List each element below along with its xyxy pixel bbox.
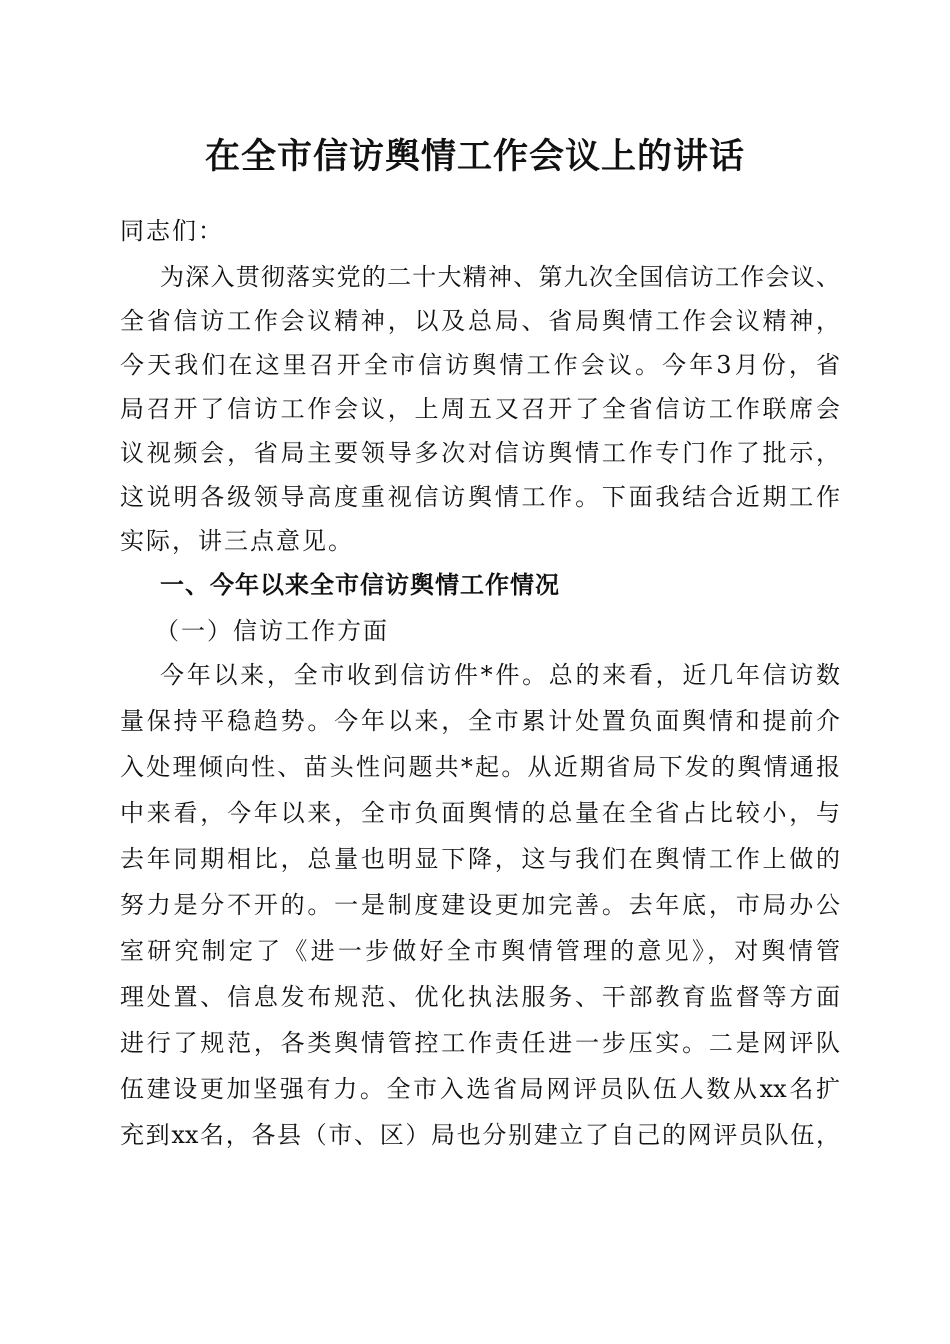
body-line: 进行了规范，各类舆情管控工作责任进一步压实。二是网评队 [120,1029,840,1057]
intro-line: 实际，讲三点意见。 [120,527,354,555]
intro-line: 今天我们在这里召开全市信访舆情工作会议。今年3月份，省 [120,351,840,379]
body-line: 量保持平稳趋势。今年以来，全市累计处置负面舆情和提前介 [120,707,840,735]
intro-line: 局召开了信访工作会议，上周五又召开了全省信访工作联席会 [120,395,840,423]
document-title: 在全市信访舆情工作会议上的讲话 [204,136,745,177]
body-line: 室研究制定了《进一步做好全市舆情管理的意见》，对舆情管 [120,937,840,965]
subsection-heading: （一）信访工作方面 [155,617,389,645]
body-line: 入处理倾向性、苗头性问题共*起。从近期省局下发的舆情通报 [120,753,840,781]
body-line: 理处置、信息发布规范、优化执法服务、干部教育监督等方面 [120,983,840,1011]
body-line: 去年同期相比，总量也明显下降，这与我们在舆情工作上做的 [120,845,840,873]
intro-line: 这说明各级领导高度重视信访舆情工作。下面我结合近期工作 [120,483,840,511]
body-line: 伍建设更加坚强有力。全市入选省局网评员队伍人数从xx名扩 [120,1075,840,1103]
body-line: 充到xx名，各县（市、区）局也分别建立了自己的网评员队伍， [120,1121,840,1149]
section-heading: 一、今年以来全市信访舆情工作情况 [160,571,560,599]
body-line: 中来看，今年以来，全市负面舆情的总量在全省占比较小，与 [120,799,840,827]
intro-line: 议视频会，省局主要领导多次对信访舆情工作专门作了批示， [120,439,840,467]
body-line: 今年以来，全市收到信访件*件。总的来看，近几年信访数 [160,661,840,689]
body-line: 努力是分不开的。一是制度建设更加完善。去年底，市局办公 [120,891,840,919]
intro-line: 全省信访工作会议精神，以及总局、省局舆情工作会议精神， [120,307,840,335]
salutation: 同志们： [120,217,224,245]
intro-line: 为深入贯彻落实党的二十大精神、第九次全国信访工作会议、 [160,263,840,291]
